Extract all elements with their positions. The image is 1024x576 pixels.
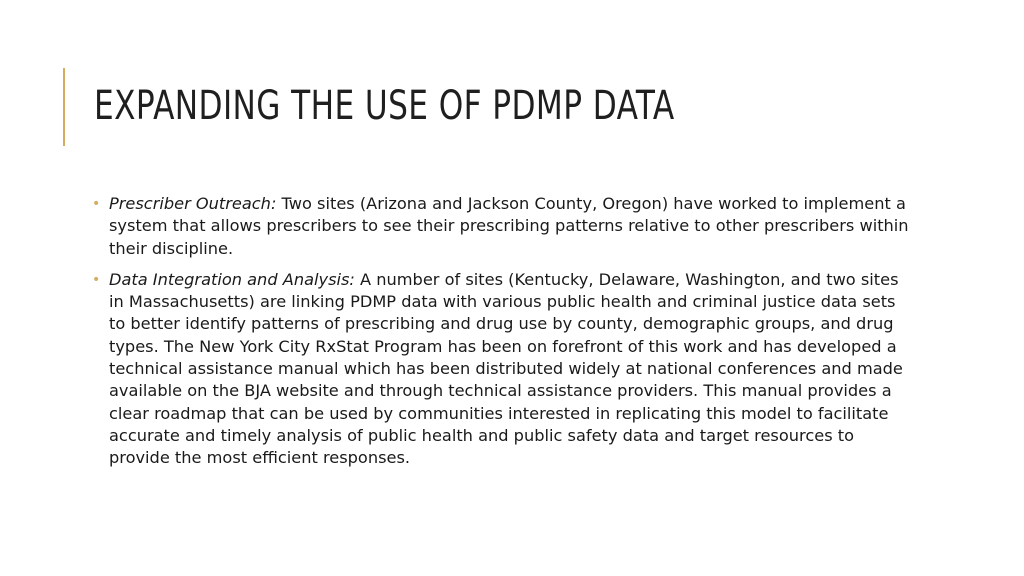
bullet-item-prescriber-outreach	[92, 193, 912, 260]
bullet-icon: •	[92, 271, 101, 288]
bullet-list	[92, 193, 912, 479]
bullet-lead: Data Integration and Analysis:	[109, 269, 355, 289]
bullet-text: Two sites (Arizona and Jackson County, Oregon) have worked to implement a system that allows prescribers to see their prescribing patterns relative to other prescribers within their discipline.	[109, 194, 909, 258]
bullet-text: A number of sites (Kentucky, Delaware, Washington, and two sites in Massachusetts) are linking PDMP data with various public health and criminal justice data sets to better identify patterns of prescribing and drug use by county, demographic groups, and drug types. The New York City RxStat Program has been on forefront of this work and has developed a technical assistance manual which has been distributed widely at national conferences and made available on the BJA website and through technical assistance providers. This manual provides a clear roadmap that can be used by communities interested in replicating this model to facilitate accurate and timely analysis of public health and public safety data and target resources to provide the most efficient responses.	[109, 269, 903, 468]
title-accent-bar	[63, 68, 65, 146]
bullet-lead: Prescriber Outreach:	[109, 194, 277, 213]
bullet-item-data-integration	[92, 269, 912, 470]
slide-title: EXPANDING THE USE OF PDMP DATA	[94, 83, 675, 129]
bullet-icon: •	[92, 196, 101, 212]
